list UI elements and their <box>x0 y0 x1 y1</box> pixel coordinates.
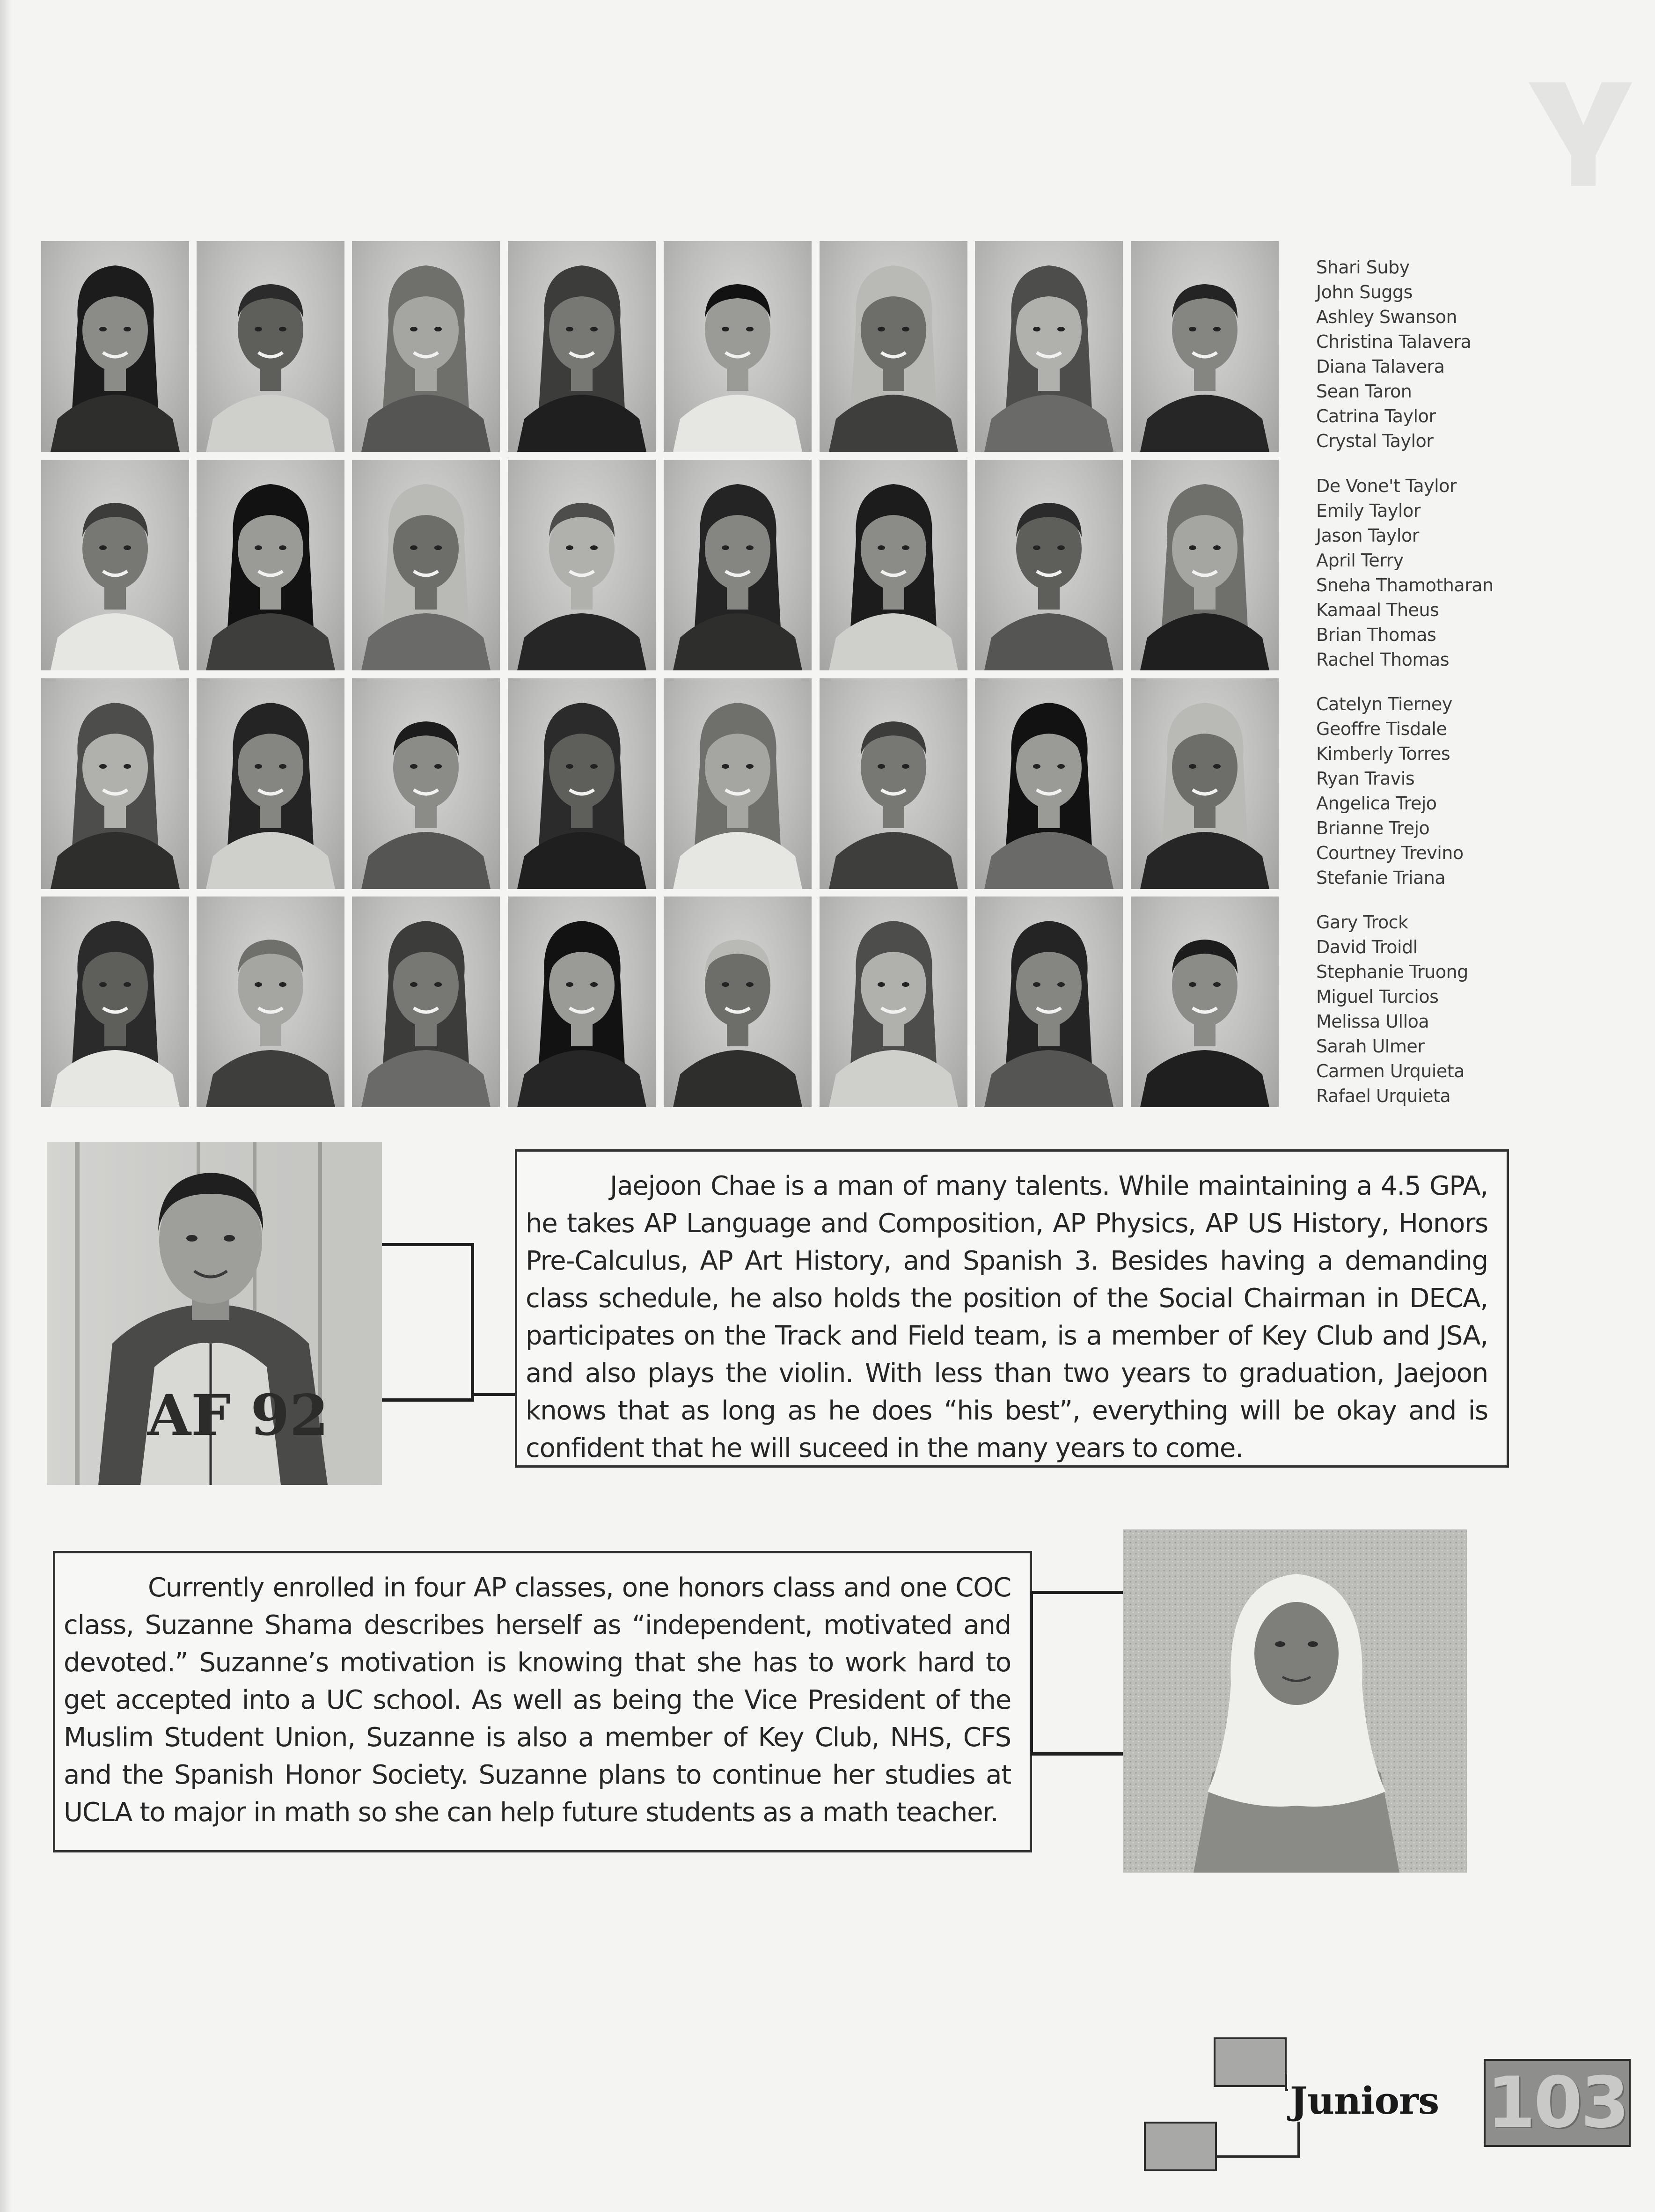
student-name: Christina Talavera <box>1316 331 1472 352</box>
student-portrait <box>1131 897 1279 1107</box>
student-name: Sneha Thamotharan <box>1316 575 1494 595</box>
student-name: Jason Taylor <box>1316 525 1419 546</box>
student-portrait <box>508 241 656 452</box>
student-name: Ryan Travis <box>1316 768 1415 789</box>
student-portrait <box>820 897 967 1107</box>
student-name: Sean Taron <box>1316 381 1412 402</box>
footer-deco-square-top <box>1214 2037 1287 2087</box>
student-name: April Terry <box>1316 550 1404 571</box>
feature-connector-1 <box>382 1243 474 1402</box>
feature-photo-jaejoon <box>47 1142 382 1485</box>
student-portrait <box>508 460 656 670</box>
student-name: Stefanie Triana <box>1316 867 1446 888</box>
jacket-lettering: AF 92 <box>147 1382 329 1448</box>
feature-photo-suzanne <box>1123 1529 1467 1873</box>
student-name: Angelica Trejo <box>1316 793 1437 814</box>
student-name: Stephanie Truong <box>1316 962 1468 982</box>
student-name: Kimberly Torres <box>1316 743 1450 764</box>
student-portrait <box>197 460 344 670</box>
student-portrait <box>197 897 344 1107</box>
student-name: Brianne Trejo <box>1316 818 1430 838</box>
student-name: Catelyn Tierney <box>1316 694 1452 714</box>
student-name: David Troidl <box>1316 937 1418 957</box>
student-portrait <box>1131 460 1279 670</box>
student-name: Shari Suby <box>1316 257 1410 278</box>
page-number: 103 <box>1487 2062 1628 2144</box>
student-portrait <box>664 897 812 1107</box>
student-name: Rachel Thomas <box>1316 649 1449 670</box>
student-portrait <box>197 678 344 889</box>
student-name: Melissa Ulloa <box>1316 1011 1429 1032</box>
student-portrait <box>41 241 189 452</box>
student-portrait <box>508 678 656 889</box>
student-portrait <box>975 460 1123 670</box>
footer-deco-square-bottom <box>1144 2122 1217 2171</box>
student-name: Diana Talavera <box>1316 356 1445 377</box>
student-name: Geoffre Tisdale <box>1316 719 1447 739</box>
student-name: Rafael Urquieta <box>1316 1086 1451 1106</box>
book-spine-shadow <box>0 0 12 2212</box>
footer-deco-line-1 <box>1285 2074 1287 2091</box>
student-portrait <box>975 897 1123 1107</box>
feature-connector-1b <box>471 1393 518 1396</box>
section-title: Juniors <box>1288 2080 1443 2122</box>
student-name: Emily Taylor <box>1316 500 1421 521</box>
student-portrait <box>664 678 812 889</box>
feature-text-suzanne <box>53 1551 1032 1852</box>
student-name: John Suggs <box>1316 282 1413 302</box>
feature-paragraph-jaejoon: Jaejoon Chae is a man of many talents. While maintaining a 4.5 GPA, he takes AP Language and Composition, AP Physics, AP US History, Honors Pre-Calculus, AP Art History, and Spanish 3. Besides having a demanding class schedule, he also holds the position of the Social Chairman in DECA, participates on the Track and Field team, is a member of Key Club and JSA, and also plays the violin. With less than two years to graduation, Jaejoon knows that as long as he does “his best”, everything will be okay and is confident that he will suceed in the many years to come. <box>526 1171 1488 1463</box>
student-name: Ashley Swanson <box>1316 307 1457 327</box>
feature-connector-2 <box>1030 1591 1123 1756</box>
student-name: Miguel Turcios <box>1316 986 1439 1007</box>
student-name: Carmen Urquieta <box>1316 1061 1465 1081</box>
student-portrait <box>664 460 812 670</box>
student-name: Brian Thomas <box>1316 625 1436 645</box>
student-portrait <box>820 241 967 452</box>
feature-paragraph-suzanne: Currently enrolled in four AP classes, one honors class and one COC class, Suzanne Shama describes herself as “independent, motivated and devoted.” Suzanne’s motivation is knowing that she has to work hard to get accepted into a UC school. As well as being the Vice President of the Muslim Student Union, Suzanne is also a member of Key Club, NHS, CFS and the Spanish Honor Society. Suzanne plans to continue her studies at UCLA to major in math so she can help future students as a math teacher. <box>64 1573 1011 1828</box>
student-portrait <box>820 678 967 889</box>
student-portrait <box>975 241 1123 452</box>
student-name: Kamaal Theus <box>1316 600 1439 620</box>
feature-text-jaejoon <box>515 1149 1509 1468</box>
student-name: Courtney Trevino <box>1316 843 1464 863</box>
student-portrait <box>1131 678 1279 889</box>
background-letter-watermark <box>1516 70 1638 192</box>
student-portrait <box>41 460 189 670</box>
student-portrait <box>352 460 500 670</box>
student-portrait <box>975 678 1123 889</box>
student-portrait <box>1131 241 1279 452</box>
footer-deco-line-3 <box>1215 2155 1299 2158</box>
student-portrait <box>352 241 500 452</box>
student-portrait <box>352 897 500 1107</box>
student-portrait <box>41 678 189 889</box>
student-name: Sarah Ulmer <box>1316 1036 1425 1057</box>
student-portrait <box>352 678 500 889</box>
student-portrait <box>197 241 344 452</box>
student-portrait <box>508 897 656 1107</box>
student-name: De Vone't Taylor <box>1316 476 1457 496</box>
student-name: Crystal Taylor <box>1316 431 1434 451</box>
student-portrait <box>664 241 812 452</box>
page-number-box <box>1484 2059 1631 2147</box>
student-portrait <box>41 897 189 1107</box>
student-name: Catrina Taylor <box>1316 406 1436 426</box>
student-portrait <box>820 460 967 670</box>
student-name: Gary Trock <box>1316 912 1408 933</box>
